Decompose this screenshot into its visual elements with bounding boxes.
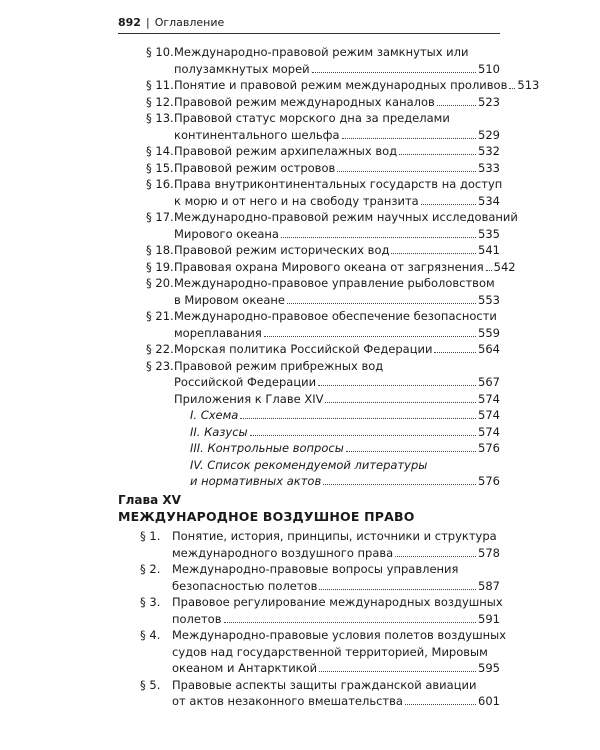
dot-leader (281, 237, 476, 238)
section-number: § 21. (146, 309, 174, 323)
entry-title-line: Международно-правовое управление рыболовством (174, 276, 495, 290)
entry-title-line: Правовые аспекты защиты гражданской авиации (172, 677, 477, 692)
toc-entry (146, 143, 500, 160)
entry-page-number: 574 (478, 391, 500, 406)
chapter-label: Глава XV (118, 493, 181, 507)
entry-title-line: Правовое регулирование международных воздушных (172, 595, 503, 609)
section-number: § 5. (140, 677, 161, 692)
entry-page-number: 534 (478, 193, 500, 208)
entry-page-number: 510 (478, 61, 500, 76)
entry-page-number: 587 (478, 578, 500, 593)
toc-entry (146, 308, 500, 341)
entry-title-line: II. Казусы (190, 424, 248, 439)
entry-title-line: Правовой режим островов (174, 160, 336, 175)
dot-leader (318, 385, 476, 386)
entry-title-line: судов над государственной территорией, Мировым (172, 644, 488, 659)
entry-title-line: Права внутриконтинентальных государств на доступ (174, 177, 503, 191)
entry-title-line: океаном и Антарктикой (172, 661, 318, 675)
entry-title-line: Правовой режим исторических вод (174, 243, 390, 257)
section-number: § 2. (140, 562, 161, 576)
dot-leader (319, 671, 476, 672)
entry-page-number: 574 (478, 424, 500, 439)
entry-title-line: Международно-правовое обеспечение безопасности (174, 309, 497, 323)
entry-page-number: 533 (478, 160, 500, 175)
dot-leader (391, 253, 476, 254)
entry-page-number: 513 (517, 78, 540, 92)
toc-entry (146, 341, 500, 358)
entry-title-line: Международно-правовые вопросы управления (172, 562, 459, 576)
entry-page-number: 576 (478, 474, 500, 488)
appendix-title (174, 391, 500, 408)
toc-entry (140, 561, 500, 594)
entry-title-line: IV. Список рекомендуемой литературы (190, 457, 428, 472)
entry-page-number: 578 (478, 545, 500, 560)
dot-leader (312, 72, 476, 73)
section-number: § 1. (140, 529, 161, 543)
entry-title-line: Правовой режим прибрежных вод (174, 358, 384, 373)
toc-entry (146, 77, 540, 94)
section-number: § 14. (146, 144, 174, 158)
entry-page-number: 529 (478, 127, 500, 142)
section-number: § 12. (146, 94, 174, 109)
entry-page-number: 564 (478, 342, 500, 356)
dot-leader (342, 138, 476, 139)
dot-leader (287, 303, 476, 304)
header-separator: | (145, 16, 150, 29)
dot-leader (337, 171, 476, 172)
page-number: 892 (118, 16, 141, 29)
dot-leader (405, 704, 476, 705)
chapter-title: МЕЖДУНАРОДНОЕ ВОЗДУШНОЕ ПРАВО (118, 509, 415, 524)
entry-title-line: в Мировом океане (174, 292, 286, 307)
entry-title-line: к морю и от него и на свободу транзита (174, 193, 419, 208)
section-number: § 19. (146, 259, 174, 274)
section-number: § 15. (146, 160, 174, 175)
entry-page-number: 576 (478, 441, 500, 455)
dot-leader (421, 204, 476, 205)
entry-page-number: 595 (478, 661, 500, 675)
entry-title-line: мореплавания (174, 325, 262, 340)
entry-page-number: 542 (493, 259, 516, 274)
toc-entry (146, 160, 500, 177)
section-number: § 18. (146, 243, 174, 257)
toc-entry (146, 259, 516, 276)
appendix-item (190, 457, 500, 490)
entry-title-line: Международно-правовой режим замкнутых или (174, 45, 469, 59)
dot-leader (395, 556, 476, 557)
entry-title-line: Правовой режим международных каналов (174, 94, 435, 109)
section-number: § 4. (140, 628, 161, 642)
entry-title-line: Понятие и правовой режим международных проливов (174, 78, 508, 92)
header-rule (118, 33, 500, 34)
entry-title-line: Морская политика Российской Федерации (174, 342, 433, 356)
entry-page-number: 601 (478, 694, 500, 708)
header-title: Оглавление (154, 16, 225, 29)
section-number: § 23. (146, 358, 174, 373)
entry-title-line: Российской Федерации (174, 375, 317, 389)
entry-page-number: 523 (478, 94, 500, 109)
entry-page-number: 574 (478, 408, 500, 422)
toc-entry (146, 242, 500, 259)
section-number: § 16. (146, 177, 174, 191)
entry-title-line: Правовой режим архипелажных вод (174, 144, 398, 158)
dot-leader (264, 336, 476, 337)
dot-leader (509, 88, 515, 89)
dot-leader (224, 622, 477, 623)
entry-page-number: 532 (478, 144, 500, 158)
section-number: § 20. (146, 276, 174, 290)
entry-title-line: безопасностью полетов (172, 578, 318, 593)
dot-leader (346, 451, 476, 452)
toc-entry (146, 110, 500, 143)
entry-page-number: 553 (478, 292, 500, 307)
entry-title-line: Мирового океана (174, 226, 279, 241)
entry-title-line: III. Контрольные вопросы (190, 441, 344, 455)
entry-page-number: 567 (478, 375, 500, 389)
entry-title-line: Правовой статус морского дна за пределами (174, 111, 450, 125)
appendix-item (190, 407, 500, 424)
dot-leader (240, 418, 476, 419)
section-number: § 17. (146, 210, 174, 224)
entry-title-line: полетов (172, 611, 222, 626)
section-number: § 13. (146, 111, 174, 125)
entry-title-line: I. Схема (190, 408, 239, 422)
toc-entry (146, 275, 500, 308)
section-number: § 3. (140, 595, 161, 609)
section-number: § 22. (146, 342, 174, 356)
entry-page-number: 559 (478, 325, 500, 340)
toc-entry (140, 528, 500, 561)
section-number: § 10. (146, 45, 174, 59)
toc-entry (146, 44, 500, 77)
dot-leader (323, 484, 476, 485)
entry-page-number: 535 (478, 226, 500, 241)
dot-leader (325, 402, 476, 403)
toc-entry (140, 627, 507, 677)
entry-title-line: Международно-правовой режим научных исследований (174, 210, 518, 224)
toc-entry (140, 594, 503, 627)
entry-title-line: Приложения к Главе XIV (174, 391, 324, 406)
toc-entry (146, 176, 503, 209)
toc-entry (146, 209, 518, 242)
running-header (118, 16, 498, 30)
entry-title-line: международного воздушного права (172, 545, 394, 560)
entry-page-number: 541 (478, 243, 500, 257)
entry-title-line: Правовая охрана Мирового океана от загрязнения (174, 259, 484, 274)
dot-leader (319, 589, 476, 590)
entry-title-line: полузамкнутых морей (174, 61, 310, 76)
toc-entry (146, 94, 500, 111)
toc-entry (140, 677, 500, 710)
entry-title-line: континентального шельфа (174, 127, 340, 142)
toc-entry (146, 358, 500, 391)
dot-leader (399, 154, 476, 155)
entry-page-number: 591 (478, 611, 500, 626)
dot-leader (250, 435, 476, 436)
entry-title-line: Международно-правовые условия полетов воздушных (172, 628, 507, 642)
entry-title-line: и нормативных актов (190, 474, 322, 488)
appendix-item (190, 424, 500, 441)
entry-title-line: Понятие, история, принципы, источники и структура (172, 529, 497, 543)
dot-leader (486, 270, 492, 271)
entry-title-line: от актов незаконного вмешательства (172, 694, 403, 708)
appendix-item (190, 440, 500, 457)
section-number: § 11. (146, 78, 174, 92)
dot-leader (437, 105, 476, 106)
dot-leader (434, 352, 476, 353)
